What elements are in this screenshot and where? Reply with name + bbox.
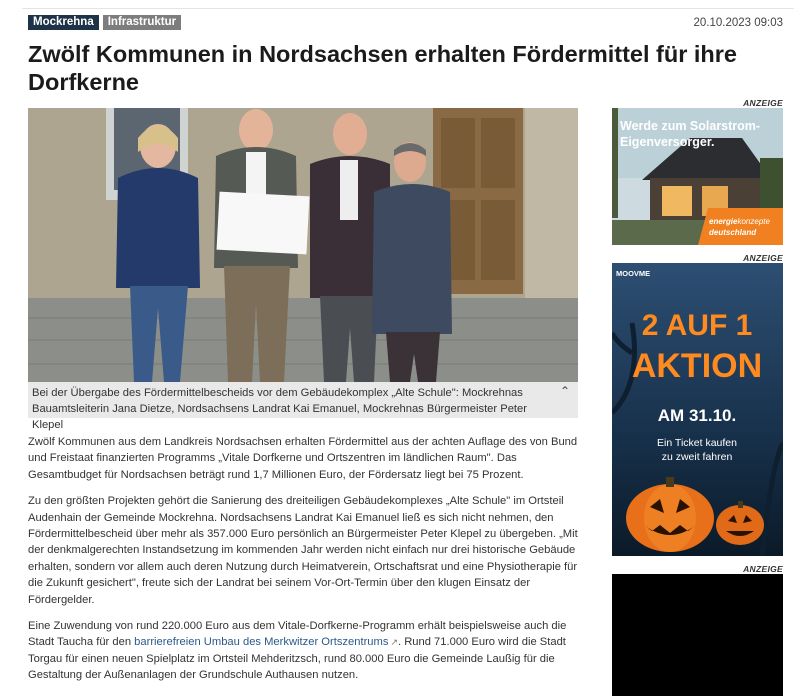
merkwitz-link[interactable]: barrierefreien Umbau des Merkwitzer Ortszentrums (134, 636, 389, 649)
moovme-ad-graphic (612, 263, 783, 556)
solar-ad-graphic (612, 108, 783, 245)
ad-label-2: ANZEIGE (743, 253, 783, 263)
category-tags (28, 15, 181, 30)
chevron-up-icon[interactable]: ⌃ (559, 384, 570, 398)
paragraph-1: Zwölf Kommunen aus dem Landkreis Nordsachsen erhalten Fördermittel aus der achten Auflage des von Bund und Freistaat finanzierten Programms „Vitale Dorfkerne und Ortszentren im ländlichen Raum". Das Gesamtbudget für Nordsachsen beträgt rund 1,7 Millionen Euro, der Fördersatz liegt bei 75 Prozent. (28, 436, 578, 481)
article-body (28, 434, 578, 694)
moovme-line1: 2 AUF 1 (641, 309, 753, 342)
solar-ad-headline-1: Werde zum Solarstrom- (620, 119, 761, 133)
ad-solar[interactable] (612, 108, 783, 245)
tag-location[interactable]: Mockrehna (28, 15, 99, 30)
external-link-icon: ↗ (390, 637, 398, 648)
tag-category[interactable]: Infrastruktur (103, 15, 181, 30)
solar-ad-brand-bold: energie (709, 217, 738, 226)
ad-label-1: ANZEIGE (743, 98, 783, 108)
ad-placeholder[interactable] (612, 574, 783, 696)
moovme-line4: Ein Ticket kaufen (657, 437, 737, 449)
photo-caption: Bei der Übergabe des Fördermittelbescheids vor dem Gebäudekomplex „Alte Schule": Mockrehnas Bauamtsleiterin Jana Dietze, Nordsachsens Landrat Kai Emanuel, Mockrehnas Bürgermeister Peter Klepel (32, 387, 527, 431)
moovme-line2: AKTION (631, 347, 763, 385)
photo-illustration (28, 108, 578, 382)
paragraph-3-text-a: Eine Zuwendung von rund 220.000 Euro aus dem Vitale-Dorfkerne-Programm erhält beispielsweise auch die Stadt Taucha für den (28, 620, 567, 649)
ad-label-3: ANZEIGE (743, 564, 783, 574)
moovme-line5: zu zweit fahren (661, 451, 733, 463)
paragraph-3 (28, 618, 578, 684)
article-photo[interactable] (28, 108, 578, 382)
photo-caption-box (28, 382, 578, 431)
moovme-line3: AM 31.10. (657, 406, 737, 425)
solar-ad-brand-2: deutschland (709, 228, 757, 237)
top-divider (22, 8, 794, 9)
article-headline: Zwölf Kommunen in Nordsachsen erhalten Fördermittel für ihre Dorfkerne (28, 41, 738, 95)
moovme-brand: MOOVME (616, 269, 651, 278)
publish-date: 20.10.2023 09:03 (693, 17, 783, 29)
paragraph-3-text-b: . Rund 71.000 Euro wird die Stadt Torgau für einen neuen Spielplatz im Ortsteil Mehderitzsch, rund 80.000 Euro die Gemeinde Laußig für die Gestaltung der Außenanlagen der Grundschule Authausen nutzen. (28, 636, 566, 682)
paragraph-2: Zu den größten Projekten gehört die Sanierung des dreiteiligen Gebäudekomplexes „Alte Schule" im Ortsteil Audenhain der Gemeinde Mockrehna. Nordsachsens Landrat Kai Emanuel ließ es sich nicht nehmen, den Fördermittelbescheid über mehr als 357.000 Euro persönlich an Bürgermeister Peter Klepel zu übergeben. „Mit der denkmalgerechten Instandsetzung im kommenden Jahr werden nicht einfach nur drei historische Gebäude erhalten, sondern vor allem auch deren Nutzung durch Heimatverein, Ortschaftsrat und eine Physiotherapie für die Zukunft gesichert", freute sich der Landrat bei seinem Vor-Ort-Termin über den klugen Einsatz der Fördergelder. (28, 495, 578, 606)
ad-moovme[interactable] (612, 263, 783, 556)
solar-ad-brand-1: energiekonzepte (709, 217, 770, 226)
solar-ad-headline-2: Eigenversorger. (620, 135, 715, 149)
